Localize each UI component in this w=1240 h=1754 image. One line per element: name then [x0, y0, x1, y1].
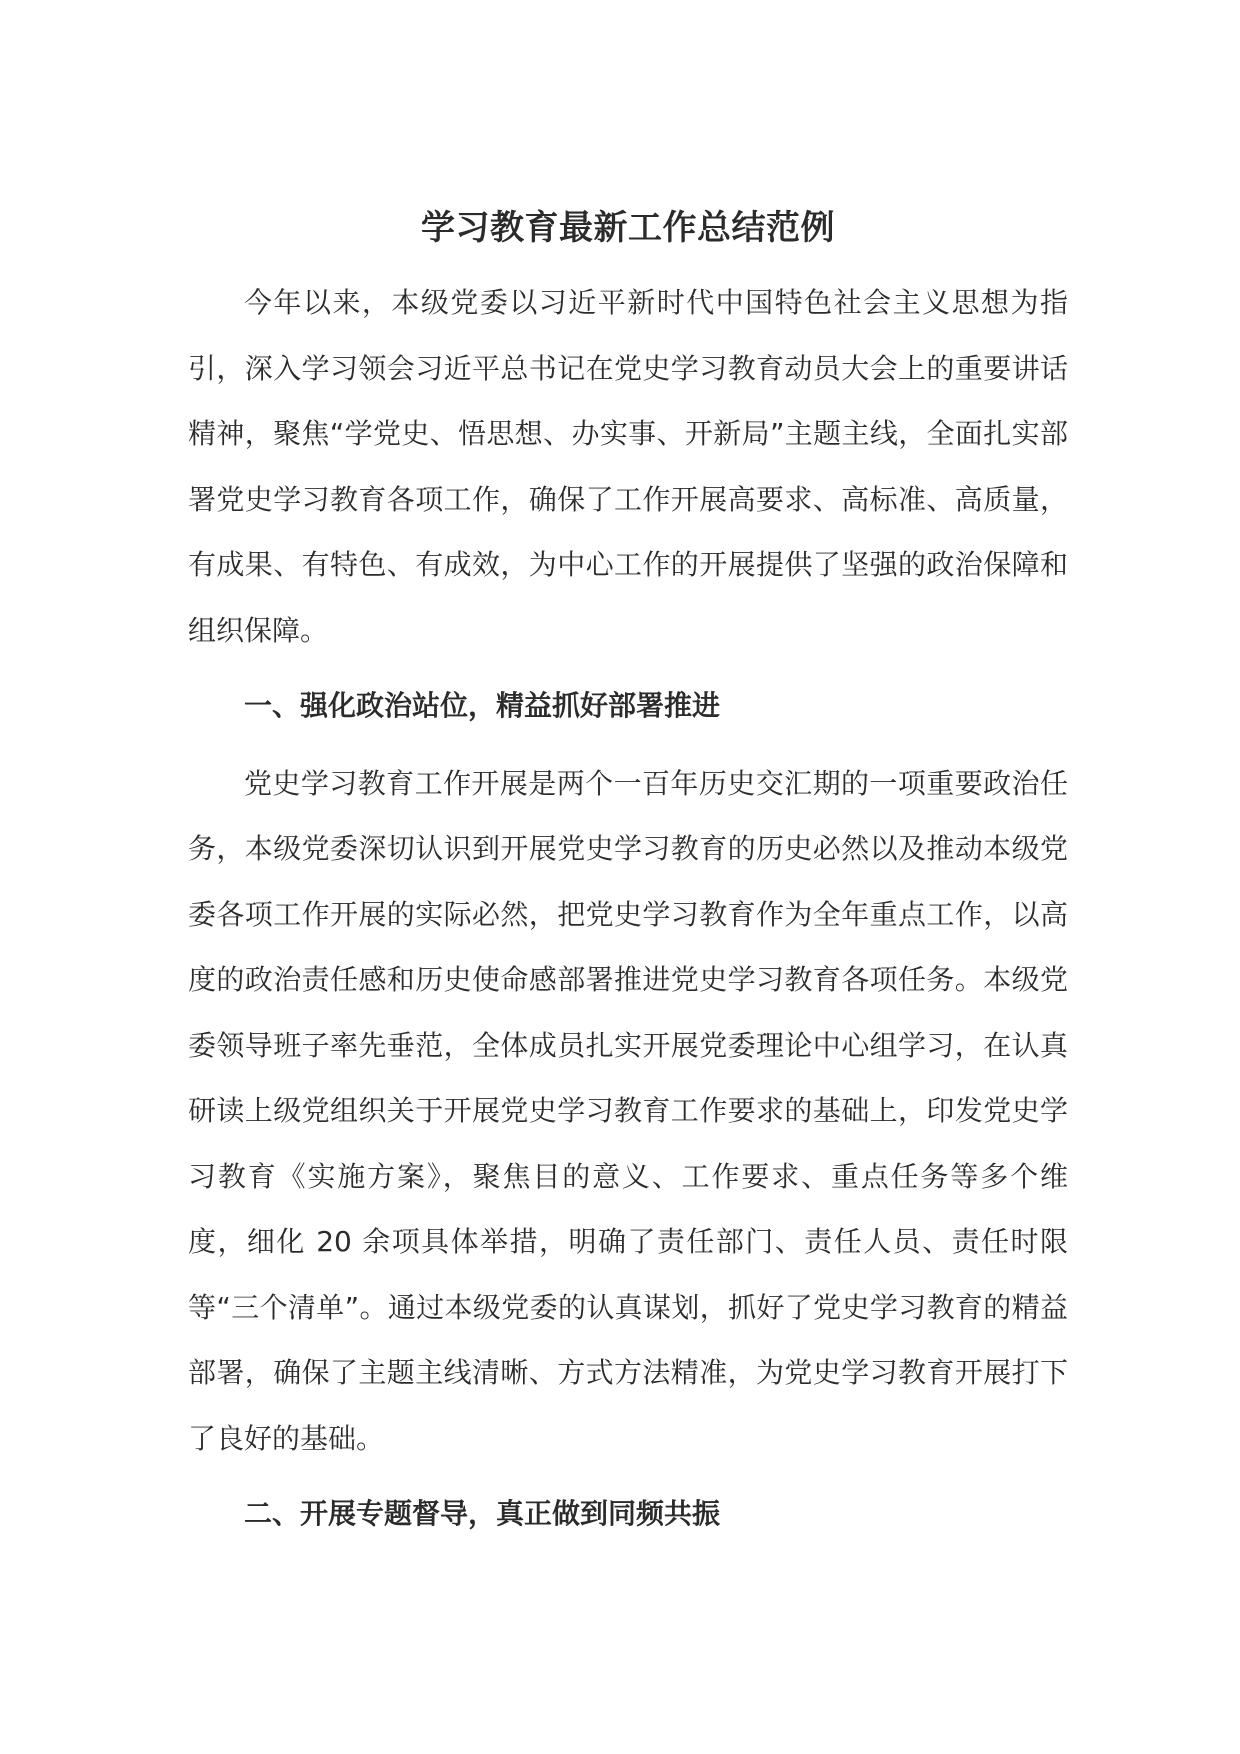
intro-paragraph: 今年以来，本级党委以习近平新时代中国特色社会主义思想为指引，深入学习领会习近平总书记在党史学习教育动员大会上的重要讲话精神，聚焦“学党史、悟思想、办实事、开新局”主题主线，全面扎实部署党史学习教育各项工作，确保了工作开展高要求、高标准、高质量，有成果、有特色、有成效，为中心工作的开展提供了坚强的政治保障和组织保障。	[188, 286, 1068, 647]
section-1-heading: 一、强化政治站位，精益抓好部署推进	[244, 689, 721, 722]
section-2-heading: 二、开展专题督导，真正做到同频共振	[244, 1497, 721, 1530]
section-1-paragraph: 党史学习教育工作开展是两个一百年历史交汇期的一项重要政治任务，本级党委深切认识到开展党史学习教育的历史必然以及推动本级党委各项工作开展的实际必然，把党史学习教育作为全年重点工作，以高度的政治责任感和历史使命感部署推进党史学习教育各项任务。本级党委领导班子率先垂范，全体成员扎实开展党委理论中心组学习，在认真研读上级党组织关于开展党史学习教育工作要求的基础上，印发党史学习教育《实施方案》，聚焦目的意义、工作要求、重点任务等多个维度，细化 20 余项具体举措，明确了责任部门、责任人员、责任时限等“三个清单”。通过本级党委的认真谋划，抓好了党史学习教育的精益部署，确保了主题主线清晰、方式方法精准，为党史学习教育开展打下了良好的基础。	[188, 766, 1068, 1455]
document-title: 学习教育最新工作总结范例	[421, 208, 835, 248]
document-page	[188, 200, 1068, 1559]
